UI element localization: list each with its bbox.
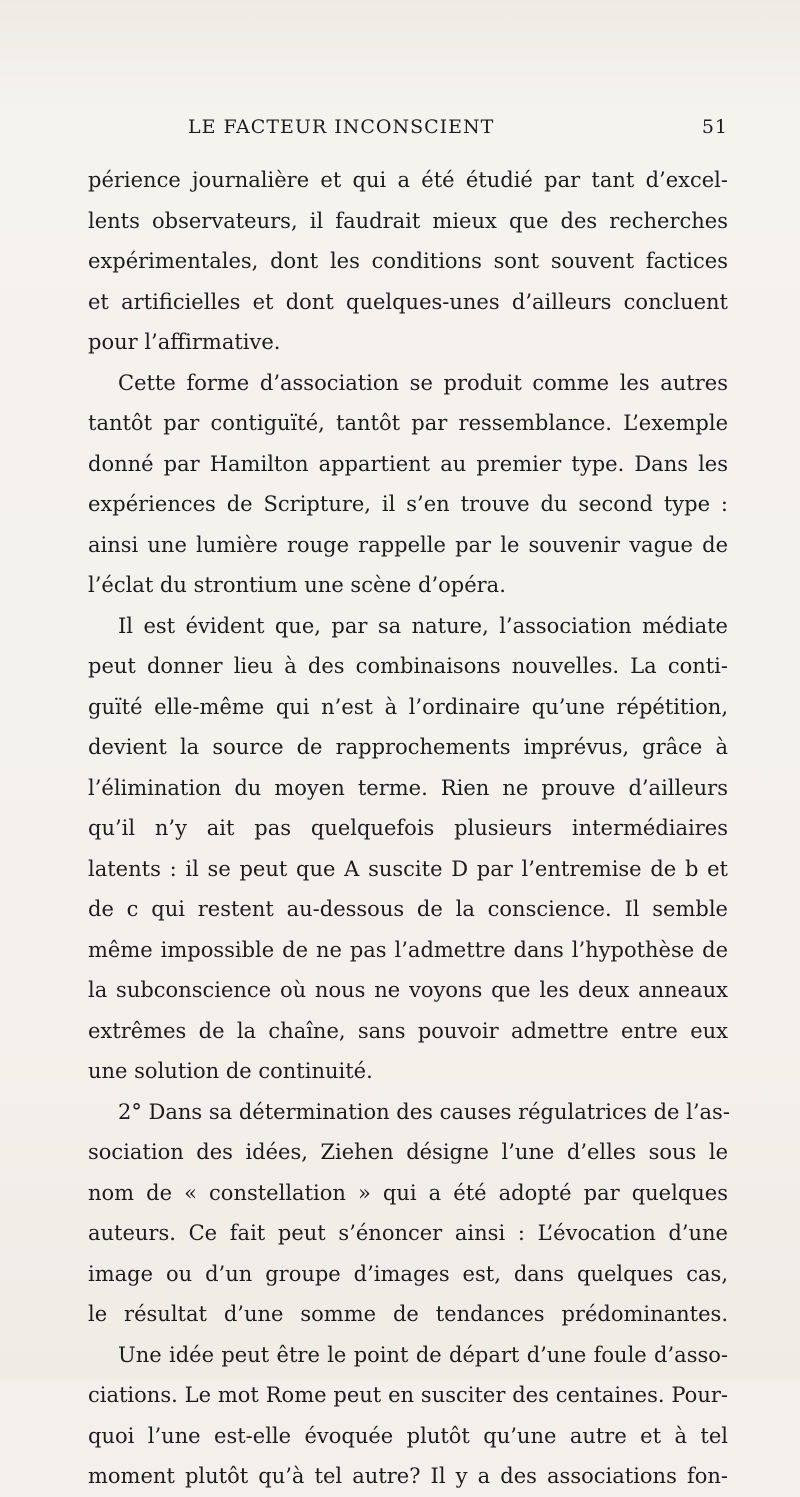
text-line: et artificielles et dont quelques-unes d’ailleurs concluent (88, 289, 728, 314)
text-line: image ou d’un groupe d’images est, dans quelques cas, (88, 1261, 728, 1286)
text-line: Cette forme d’association se produit comme les autres (118, 370, 728, 395)
text-line: latents : il se peut que A suscite D par l’entremise de b et (88, 856, 728, 881)
text-line: quoi l’une est-elle évoquée plutôt qu’une autre et à tel (88, 1423, 728, 1448)
text-line: 2° Dans sa détermination des causes régulatrices de l’as- (118, 1099, 730, 1124)
text-line: sociation des idées, Ziehen désigne l’une d’elles sous le (88, 1140, 728, 1164)
body-text (88, 160, 728, 1497)
running-head (88, 116, 728, 146)
text-line: la subconscience où nous ne voyons que les deux anneaux (88, 978, 728, 1002)
text-line: l’élimination du moyen terme. Rien ne prouve d’ailleurs (88, 775, 728, 800)
page-number: 51 (701, 116, 728, 138)
text-line: nom de « constellation » qui a été adopté par quelques (88, 1180, 728, 1205)
text-line: donné par Hamilton appartient au premier type. Dans les (88, 451, 728, 476)
text-line: ainsi une lumière rouge rappelle par le souvenir vague de (88, 532, 728, 557)
text-line: expériences de Scripture, il s’en trouve du second type : (88, 492, 728, 516)
text-line: Il est évident que, par sa nature, l’association médiate (118, 613, 728, 638)
running-head-title: LE FACTEUR INCONSCIENT (188, 116, 495, 138)
text-line: l’éclat du strontium une scène d’opéra. (88, 573, 506, 597)
text-line: expérimentales, dont les conditions sont souvent factices (88, 249, 728, 273)
text-line: ciations. Le mot Rome peut en susciter des centaines. Pour- (88, 1383, 728, 1407)
text-line: Une idée peut être le point de départ d’une foule d’asso- (118, 1342, 728, 1367)
text-line: extrêmes de la chaîne, sans pouvoir admettre entre eux (88, 1018, 728, 1043)
text-line: de c qui restent au-dessous de la conscience. Il semble (88, 897, 728, 921)
text-line: qu’il n’y ait pas quelquefois plusieurs intermédiaires (88, 816, 728, 840)
text-line: tantôt par contiguïté, tantôt par ressemblance. L’exemple (88, 411, 728, 435)
text-line: lents observateurs, il faudrait mieux que des recherches (88, 208, 728, 233)
text-line: le résultat d’une somme de tendances prédominantes. (88, 1302, 728, 1326)
text-line: même impossible de ne pas l’admettre dans l’hypothèse de (88, 937, 728, 962)
text-line: pour l’affirmative. (88, 330, 281, 354)
text-line: devient la source de rapprochements imprévus, grâce à (88, 735, 728, 759)
text-line: moment plutôt qu’à tel autre? Il y a des associations fon- (88, 1464, 728, 1488)
text-line: auteurs. Ce fait peut s’énoncer ainsi : L’évocation d’une (88, 1221, 728, 1245)
text-line: périence journalière et qui a été étudié par tant d’excel- (88, 168, 728, 192)
text-line: guïté elle-même qui n’est à l’ordinaire qu’une répétition, (88, 694, 728, 719)
text-line: peut donner lieu à des combinaisons nouvelles. La conti- (88, 654, 728, 678)
text-line: une solution de continuité. (88, 1059, 373, 1083)
